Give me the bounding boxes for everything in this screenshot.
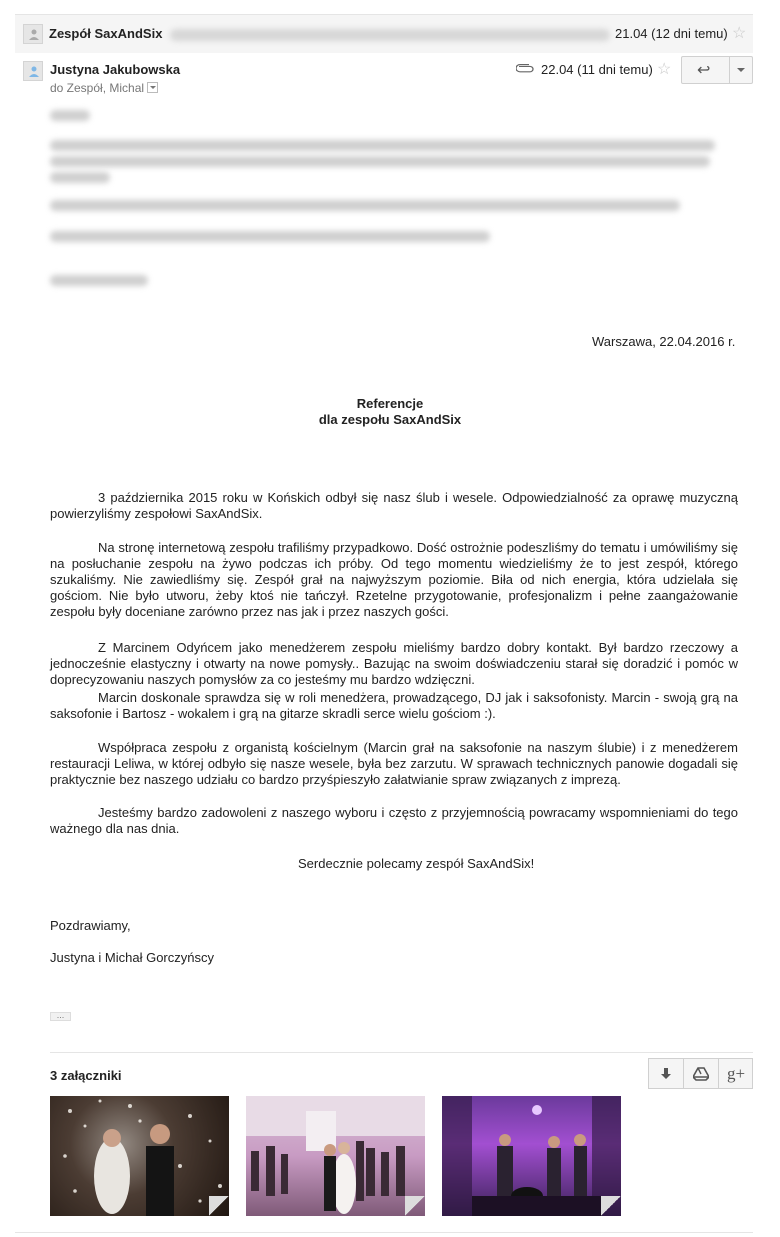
star-icon[interactable]: ☆ [657,61,672,78]
attachment-thumbnail[interactable] [50,1096,229,1216]
letter-title [0,396,780,428]
attachments-title: 3 załączniki [50,1068,122,1083]
reply-button[interactable] [682,57,730,83]
download-icon [659,1067,673,1081]
letter-paragraph: Jesteśmy bardzo zadowoleni z naszego wyboru i często z przyjemnością powracamy wspomnieniami do tego ważnego dla nas dnia. [50,805,738,836]
message-snippet [170,29,610,41]
show-trimmed-content-button[interactable]: ... [50,1012,71,1021]
recipients-dropdown-icon[interactable] [147,82,158,93]
page-fold-icon [405,1196,425,1216]
avatar [23,24,43,44]
letter-signature: Justyna i Michał Gorczyńscy [50,950,214,965]
letter-title-line2: dla zespołu SaxAndSix [318,412,462,427]
letter-paragraph: Z Marcinem Odyńcem jako menedżerem zespołu mieliśmy bardzo dobry kontakt. Był bardzo rzeczowy a jednocześnie elastyczny i otwarty na nowe pomysły.. Bazując na swoim doświadczeniu starał się doradzić i pomóc w doprecyzowaniu naszych pomysłów za co jesteśmy mu bardzo wdzięczni. [50,640,738,687]
sender-name: Justyna Jakubowska [50,62,181,77]
attachment-thumbnail[interactable] [442,1096,621,1216]
reply-icon: ↩ [697,62,711,79]
reply-button-group [681,56,753,84]
download-all-button[interactable] [649,1059,684,1088]
sender-name: Zespół SaxAndSix [49,26,163,41]
message-date: 21.04 (12 dni temu) [615,26,728,41]
save-to-drive-button[interactable] [684,1059,719,1088]
letter-paragraph: Marcin doskonale sprawdza się w roli menedżera, prowadzącego, DJ jak i saksofonisty. Marcin - swoją grą na saksofonie i Bartosz - wokalem i grą na gitarze skradli serce wielu gościom :). [50,690,738,721]
letter-paragraph: 3 października 2015 roku w Końskich odbył się nasz ślub i wesele. Odpowiedzialność za oprawę muzyczną powierzyliśmy zespołowi SaxAndSix. [50,490,738,521]
divider [50,1052,753,1053]
drive-icon [693,1067,709,1081]
letter-paragraph: Na stronę internetową zespołu trafiliśmy przypadkowo. Dość ostrożnie podeszliśmy do tematu i umówiliśmy się na posłuchanie zespołu na żywo podczas ich próby. Od tego momentu wiedzieliśmy że to jest zespół, którego szukaliśmy. Nie zawiedliśmy się. Zespół grał na najwyższym poziomie. Biła od nich energia, która udzielała się gościom. Nie było utworu, żeby ktoś nie tańczył. Rzetelne przygotowanie, profesjonalizm i pełne zaangażowanie zespołu były doceniane zarówno przez nas jak i przez naszych gości. [50,540,738,619]
paperclip-icon [516,62,534,80]
page-fold-icon [601,1196,621,1216]
more-options-button[interactable] [730,57,752,83]
collapsed-message[interactable] [15,14,753,53]
letter-title-line1: Referencje [356,396,424,411]
letter-place-date: Warszawa, 22.04.2016 r. [592,334,736,349]
letter-paragraph: Współpraca zespołu z organistą kościelnym (Marcin grał na saksofonie na naszym ślubie) i z menedżerem restauracji Leliwa, w której odbyło się nasze wesele, była bez zarzutu. W sprawach technicznych panowie dogadali się praktycznie bez naszego udziału co bardzo przyśpieszyło załatwianie spraw związanych z imprezą. [50,740,738,787]
recipients-label: do Zespół, Michal [50,81,145,95]
attachment-thumbnail[interactable] [246,1096,425,1216]
share-google-plus-button[interactable] [719,1059,753,1088]
google-plus-icon: g+ [726,1064,746,1083]
avatar [23,61,43,81]
attachment-actions [648,1058,753,1089]
letter-recommendation: Serdecznie polecamy zespół SaxAndSix! [298,856,535,871]
star-icon[interactable]: ☆ [732,25,747,42]
divider [15,1232,753,1233]
recipients [50,81,158,95]
message-date: 22.04 (11 dni temu) [541,62,653,77]
letter-greeting: Pozdrawiamy, [50,918,131,933]
page-fold-icon [209,1196,229,1216]
